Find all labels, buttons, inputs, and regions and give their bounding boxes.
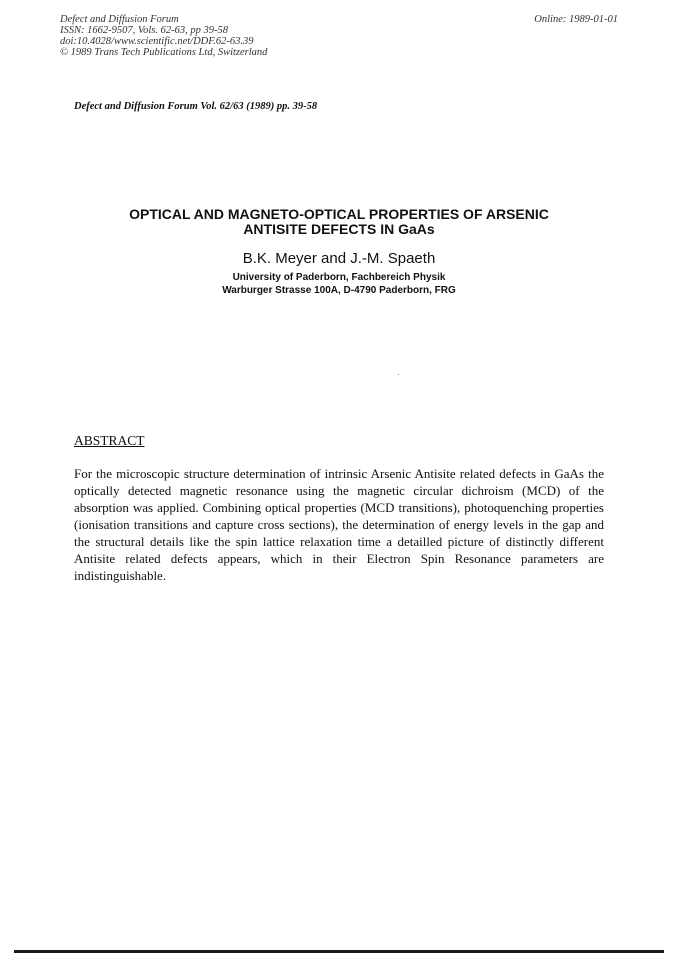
scan-speck [398,374,399,375]
affiliation-line-2: Warburger Strasse 100A, D-4790 Paderborn, FRG [222,285,456,296]
title-line-1: OPTICAL AND MAGNETO-OPTICAL PROPERTIES OF ARSENIC [129,206,549,222]
paper-title [0,207,678,237]
title-line-2: ANTISITE DEFECTS IN GaAs [243,221,435,237]
copyright-line: © 1989 Trans Tech Publications Ltd, Switzerland [60,47,268,58]
abstract-body: For the microscopic structure determination of intrinsic Arsenic Antisite related defects in GaAs the optically detected magnetic resonance using the magnetic circular dichroism (MCD) of the absorption was applied. Combining optical properties (MCD transitions), photoquenching properties (ionisation transitions and capture cross sections), the determination of energy levels in the gap and the structural details like the spin lattice relaxation time a detailled picture of distinctly different Antisite related defects appears, which in their Electron Spin Resonance parameters are indistinguishable. [74,466,604,583]
authors: B.K. Meyer and J.-M. Spaeth [242,250,436,267]
issn-line: ISSN: 1662-9507, Vols. 62-63, pp 39-58 [60,25,228,36]
abstract-heading: ABSTRACT [74,433,145,448]
journal-reference: Defect and Diffusion Forum Vol. 62/63 (1989) pp. 39-58 [74,101,318,112]
bottom-rule [14,950,664,953]
affiliation-line-1: University of Paderborn, Fachbereich Physik [232,272,446,283]
doi-line: doi:10.4028/www.scientific.net/DDF.62-63.39 [60,36,254,47]
affiliation [0,271,678,297]
publication-meta [60,14,267,58]
online-date: Online: 1989-01-01 [534,14,618,25]
journal-name: Defect and Diffusion Forum [60,14,179,25]
